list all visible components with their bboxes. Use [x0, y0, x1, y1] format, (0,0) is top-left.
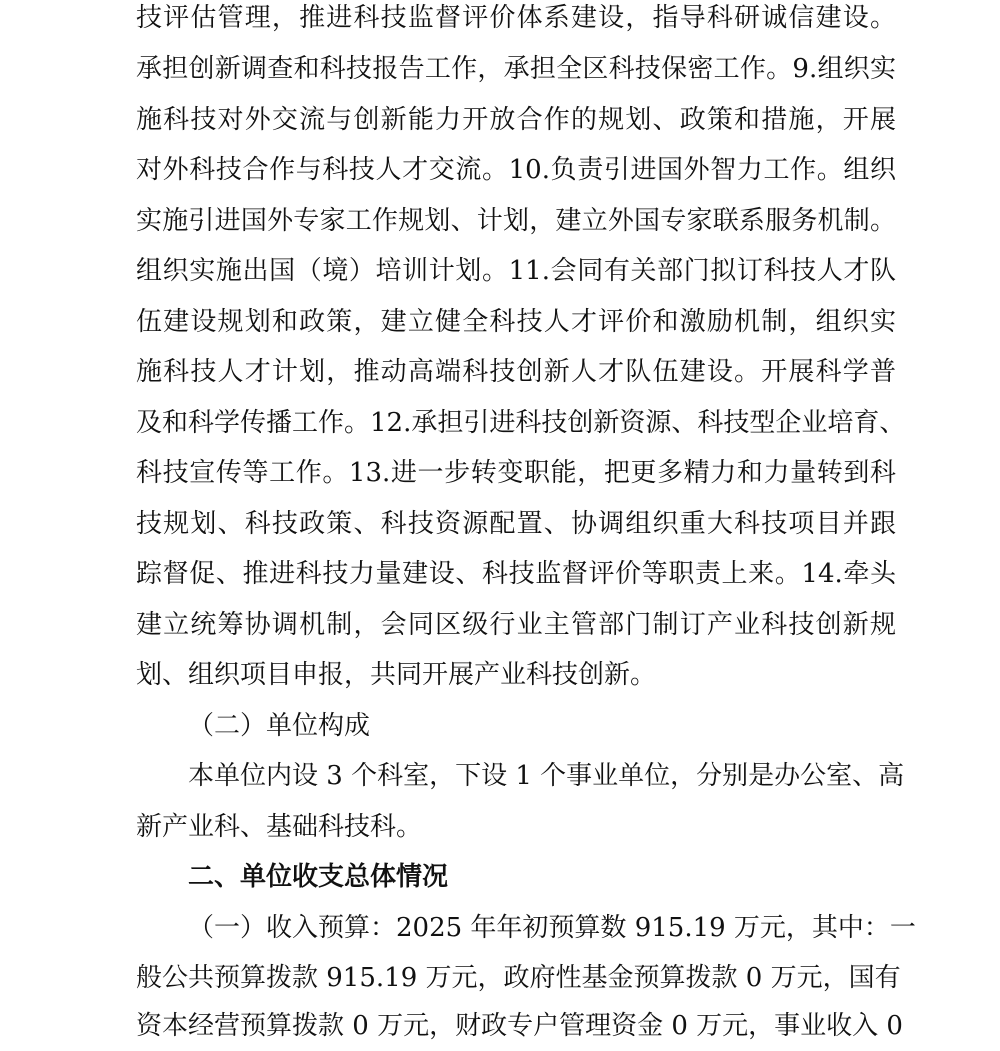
text-line: 承担创新调查和科技报告工作，承担全区科技保密工作。9.组织实	[136, 54, 896, 84]
text-line: 建立统筹协调机制，会同区级行业主管部门制订产业科技创新规	[136, 610, 896, 640]
text-line: 技规划、科技政策、科技资源配置、协调组织重大科技项目并跟	[136, 509, 896, 539]
section-heading: 二、单位收支总体情况	[188, 862, 449, 892]
text-line: 新产业科、基础科技科。	[136, 812, 423, 842]
text-line: 组织实施出国（境）培训计划。11.会同有关部门拟订科技人才队	[136, 256, 896, 286]
text-line: （一）收入预算：2025 年年初预算数 915.19 万元，其中：一	[188, 913, 916, 943]
text-line: 施科技人才计划，推动高端科技创新人才队伍建设。开展科学普	[136, 357, 896, 387]
text-line: 实施引进国外专家工作规划、计划，建立外国专家联系服务机制。	[136, 206, 896, 236]
text-line: 施科技对外交流与创新能力开放合作的规划、政策和措施，开展	[136, 105, 896, 135]
text-line: 科技宣传等工作。13.进一步转变职能，把更多精力和力量转到科	[136, 458, 896, 488]
text-line: 技评估管理，推进科技监督评价体系建设，指导科研诚信建设。	[136, 3, 896, 33]
text-line: 踪督促、推进科技力量建设、科技监督评价等职责上来。14.牵头	[136, 559, 896, 589]
text-line: 及和科学传播工作。12.承担引进科技创新资源、科技型企业培育、	[136, 408, 906, 438]
text-line: 般公共预算拨款 915.19 万元，政府性基金预算拨款 0 万元，国有	[136, 963, 901, 993]
text-line: 划、组织项目申报，共同开展产业科技创新。	[136, 660, 657, 690]
section-heading: （二）单位构成	[188, 711, 371, 741]
text-line: 伍建设规划和政策，建立健全科技人才评价和激励机制，组织实	[136, 307, 896, 337]
text-line: 资本经营预算拨款 0 万元，财政专户管理资金 0 万元，事业收入 0	[136, 1011, 903, 1041]
text-line: 对外科技合作与科技人才交流。10.负责引进国外智力工作。组织	[136, 155, 896, 185]
text-line: 本单位内设 3 个科室，下设 1 个事业单位，分别是办公室、高	[188, 761, 905, 791]
